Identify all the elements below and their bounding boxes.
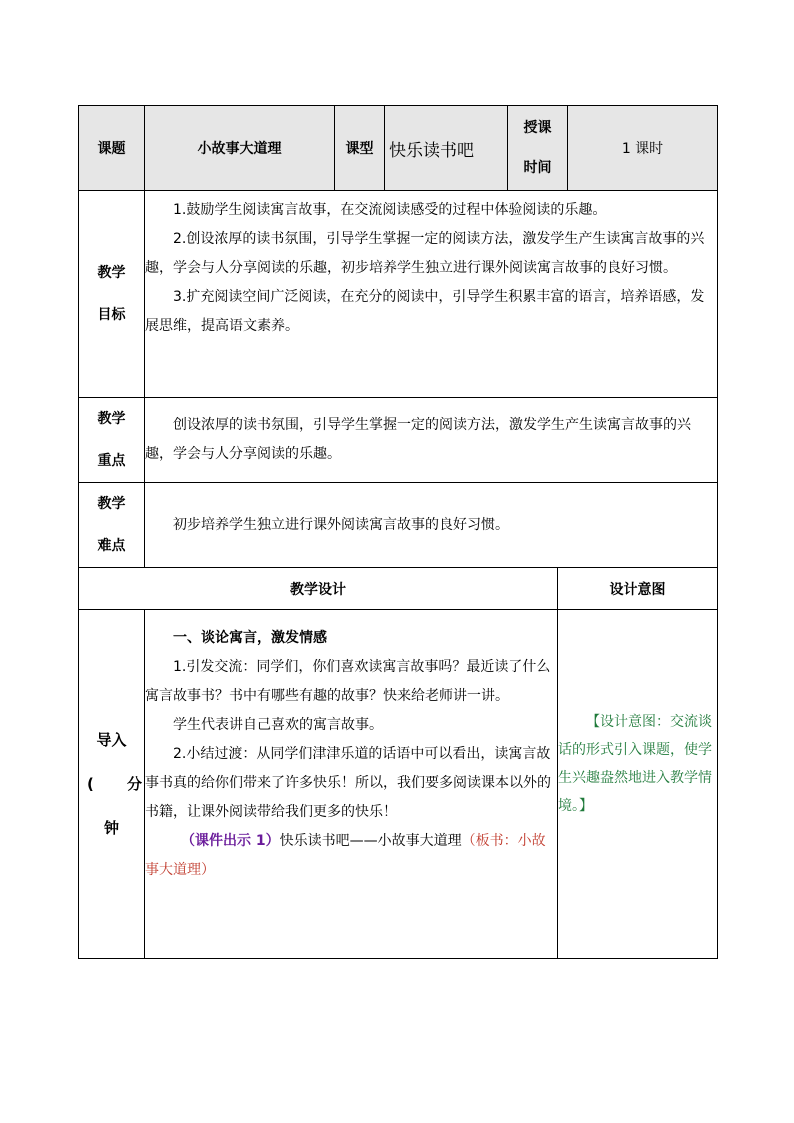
intro-design-content	[145, 610, 558, 959]
design-header: 教学设计	[79, 568, 558, 610]
intro-minutes: 分	[126, 775, 142, 793]
intro-label-line-1: 导入	[96, 731, 127, 749]
type-label: 课型	[335, 106, 385, 191]
intro-para-1: 1.引发交流：同学们，你们喜欢读寓言故事吗？最近读了什么寓言故事书？书中有哪些有趣的故事？快来给老师讲一讲。	[145, 659, 551, 704]
courseware-note: （课件出示 1）	[181, 833, 280, 849]
objectives-label-line-2: 目标	[97, 307, 126, 323]
intro-para-2: 学生代表讲自己喜欢的寓言故事。	[173, 717, 383, 733]
intro-paren: (	[87, 775, 94, 793]
objective-item-2: 2.创设浓厚的读书氛围，引导学生掌握一定的阅读方法，激发学生产生读寓言故事的兴趣，学会与人分享阅读的乐趣，初步培养学生独立进行课外阅读寓言故事的良好习惯。	[145, 231, 705, 276]
intro-para-4-title: 快乐读书吧——小故事大道理	[279, 833, 462, 849]
difficulties-label-line-2: 难点	[97, 538, 126, 554]
lesson-plan-table	[78, 105, 718, 959]
board-note: （板书：小故事大道理）	[145, 833, 546, 878]
objective-item-3: 3.扩充阅读空间广泛阅读，在充分的阅读中，引导学生积累丰富的语言，培养语感，发展思维，提高语文素养。	[145, 289, 705, 334]
key-points-label-line-1: 教学	[97, 411, 126, 427]
time-label	[508, 106, 568, 191]
difficulties-content	[145, 483, 718, 568]
intro-intent-content	[558, 610, 718, 959]
intro-para-3: 2.小结过渡：从同学们津津乐道的话语中可以看出，读寓言故事书真的给你们带来了许多快乐！所以，我们要多阅读课本以外的书籍，让课外阅读带给我们更多的快乐！	[145, 746, 551, 820]
key-points-label	[79, 398, 145, 483]
intro-label-line-4: 钟	[103, 819, 119, 837]
intro-row	[79, 610, 718, 959]
topic-label: 课题	[79, 106, 145, 191]
difficulties-label	[79, 483, 145, 568]
intro-para-4	[145, 827, 557, 885]
objective-item-1: 1.鼓励学生阅读寓言故事，在交流阅读感受的过程中体验阅读的乐趣。	[173, 202, 607, 218]
difficulties-row	[79, 483, 718, 568]
intro-intent-text: 【设计意图：交流谈话的形式引入课题，使学生兴趣盎然地进入教学情境。】	[558, 714, 712, 814]
key-points-row	[79, 398, 718, 483]
key-points-text: 创设浓厚的读书氛围，引导学生掌握一定的阅读方法，激发学生产生读寓言故事的兴趣，学会与人分享阅读的乐趣。	[145, 417, 691, 462]
design-header-row	[79, 568, 718, 610]
intro-label	[79, 610, 145, 959]
objectives-label	[79, 191, 145, 398]
time-label-line-1: 授课	[523, 120, 552, 136]
intent-header: 设计意图	[558, 568, 718, 610]
objectives-row	[79, 191, 718, 398]
time-value: 1 课时	[568, 106, 718, 191]
difficulties-label-line-1: 教学	[97, 496, 126, 512]
key-points-label-line-2: 重点	[97, 453, 126, 469]
header-row	[79, 106, 718, 191]
difficulties-text: 初步培养学生独立进行课外阅读寓言故事的良好习惯。	[173, 516, 509, 533]
intro-heading: 一、谈论寓言，激发情感	[173, 630, 327, 646]
objectives-content	[145, 191, 718, 398]
key-points-content	[145, 398, 718, 483]
time-label-line-2: 时间	[523, 160, 552, 176]
objectives-label-line-1: 教学	[97, 265, 126, 281]
intro-duration-line	[79, 762, 144, 806]
type-value: 快乐读书吧	[385, 106, 508, 191]
topic-value: 小故事大道理	[145, 106, 335, 191]
